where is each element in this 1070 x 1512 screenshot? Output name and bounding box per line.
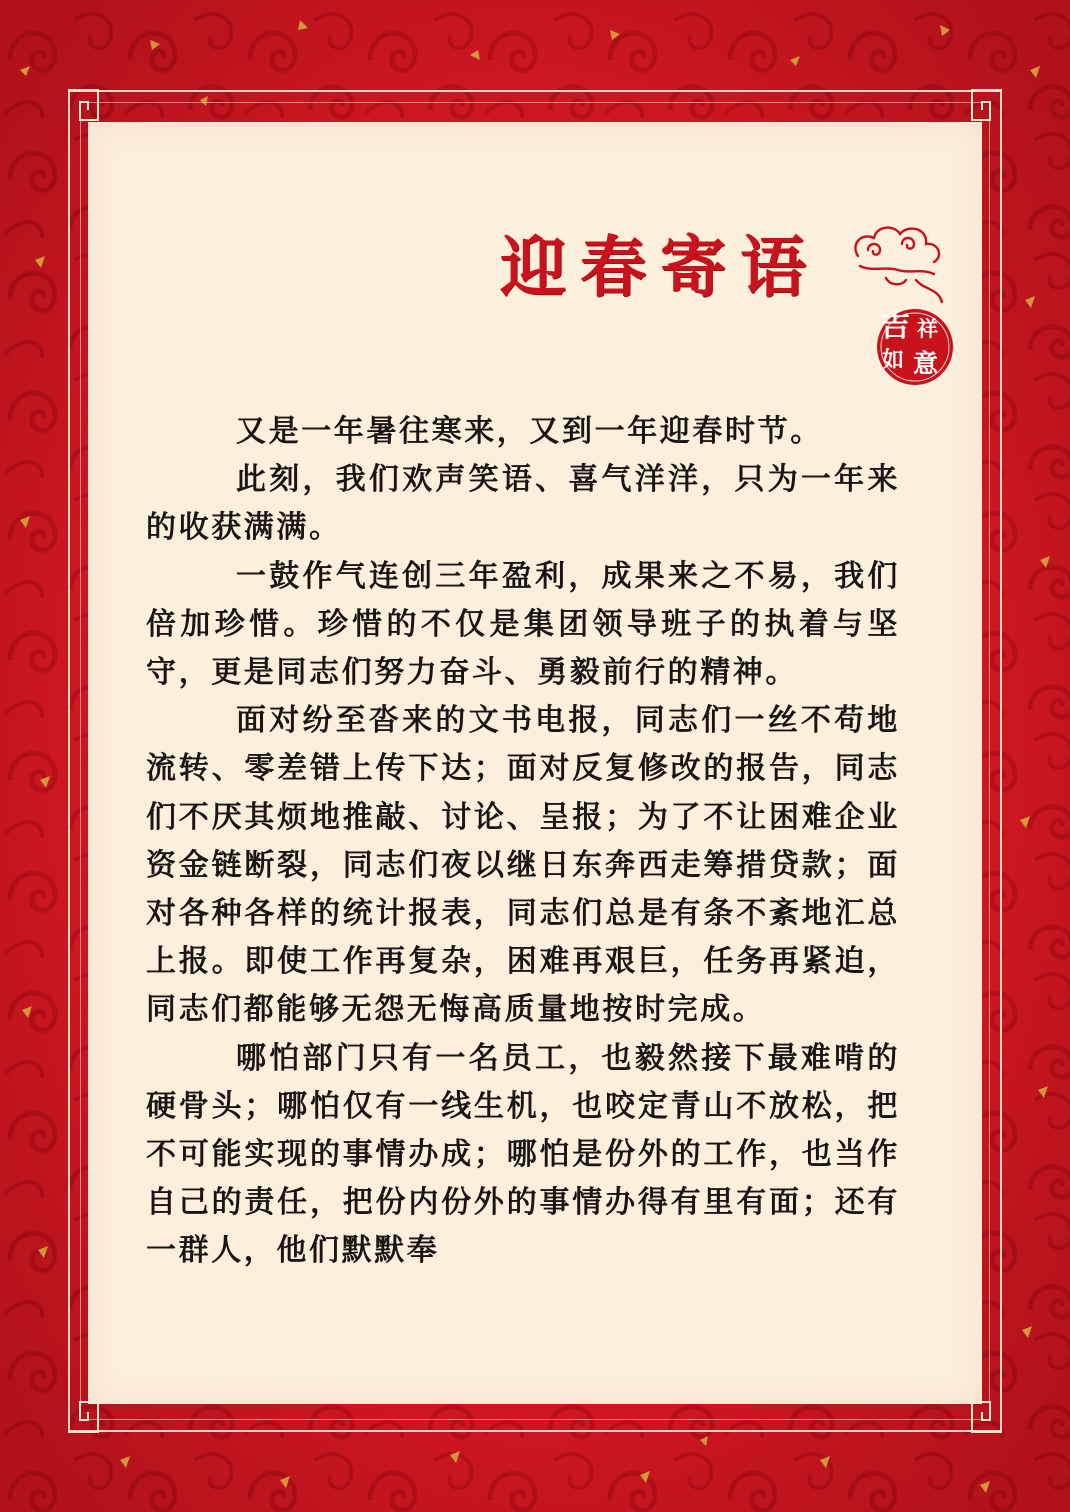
auspicious-cloud-icon — [846, 222, 956, 318]
seal-char: 吉 — [880, 309, 910, 344]
paragraph: 一鼓作气连创三年盈利，成果来之不易，我们倍加珍惜。珍惜的不仅是集团领导班子的执着与坚守，更是同志们努力奋斗、勇毅前行的精神。 — [146, 558, 900, 691]
paragraph: 面对纷至沓来的文书电报，同志们一丝不苟地流转、零差错上传下达；面对反复修改的报告，同志们不厌其烦地推敲、讨论、呈报；为了不让困难企业资金链断裂，同志们夜以继日东奔西走筹措贷款；面对各种各样的统计报表，同志们总是有条不紊地汇总上报。即使工作再复杂，困难再艰巨，任务再紧迫，同志们都能够无怨无悔高质量地按时完成。 — [146, 703, 900, 1028]
seal-char: 如 — [882, 347, 905, 373]
corner-knot-ornament — [66, 1400, 100, 1434]
corner-knot-ornament — [970, 88, 1004, 122]
paragraph: 此刻，我们欢声笑语、喜气洋洋，只为一年来的收获满满。 — [146, 462, 900, 546]
seal-char: 祥 — [917, 316, 938, 341]
paragraph: 又是一年暑往寒来，又到一年迎春时节。 — [236, 414, 823, 449]
page-title: 迎春寄语 — [500, 229, 820, 306]
corner-knot-ornament — [66, 88, 100, 122]
seal-char: 意 — [913, 349, 939, 378]
corner-knot-ornament — [970, 1400, 1004, 1434]
letter-body — [146, 408, 900, 1276]
paragraph: 哪怕部门只有一名员工，也毅然接下最难啃的硬骨头；哪怕仅有一线生机，也咬定青山不放松，把不可能实现的事情办成；哪怕是份外的工作，也当作自己的责任，把份内份外的事情办得有里有面；还有一群人，他们默默奉 — [146, 1040, 900, 1269]
